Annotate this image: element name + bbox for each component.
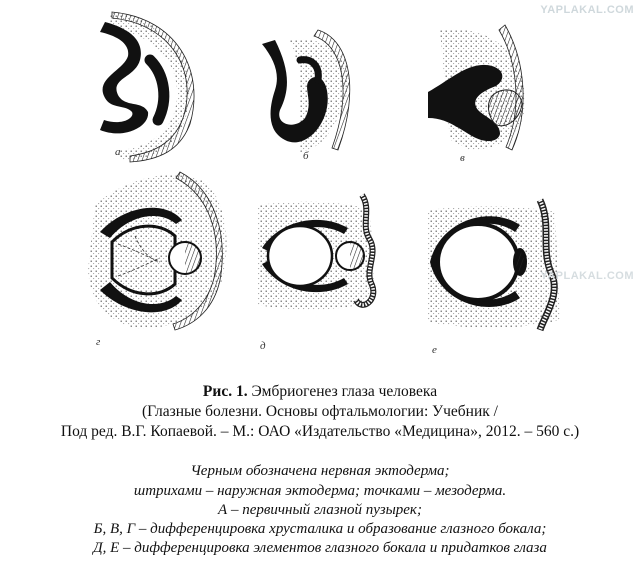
legend-line-1: Черным обозначена нервная эктодерма; [190, 463, 450, 479]
stage-label-b: б [303, 150, 309, 162]
stage-label-v: в [460, 152, 465, 164]
stage-a-diagram [100, 12, 194, 162]
watermark-middle: YAPLAKAL.COM [540, 270, 634, 282]
figure-label: Рис. 1. [202, 383, 248, 400]
legend-line-5: Д, Е – дифференцировка элементов глазного бокала и придатков глаза [93, 540, 547, 556]
stage-label-a: а [115, 146, 121, 158]
caption-source-line-1: (Глазные болезни. Основы офтальмологии: Учебник / [142, 403, 498, 420]
legend-line-4: Б, В, Г – дифференцировка хрусталика и образование глазного бокала; [93, 521, 547, 537]
figure-caption-title [0, 382, 640, 402]
stage-label-g: г [96, 336, 101, 348]
stage-e-diagram [428, 200, 560, 330]
stage-label-e: е [432, 344, 437, 356]
stage-label-d: д [260, 340, 266, 352]
legend-line-2: штрихами – наружная эктодерма; точками – мезодерма. [133, 483, 507, 499]
legend-line-3: А – первичный глазной пузырек; [218, 502, 422, 518]
stage-b-diagram [262, 30, 350, 152]
watermark-top: YAPLAKAL.COM [540, 4, 634, 16]
caption-source-line-2: Под ред. В.Г. Копаевой. – М.: ОАО «Издательство «Медицина», 2012. – 560 с.) [60, 423, 580, 440]
figure-title: Эмбриогенез глаза человека [251, 383, 438, 400]
stage-d-diagram [258, 195, 375, 310]
stage-g-diagram [88, 172, 227, 330]
stage-v-diagram [428, 25, 525, 150]
